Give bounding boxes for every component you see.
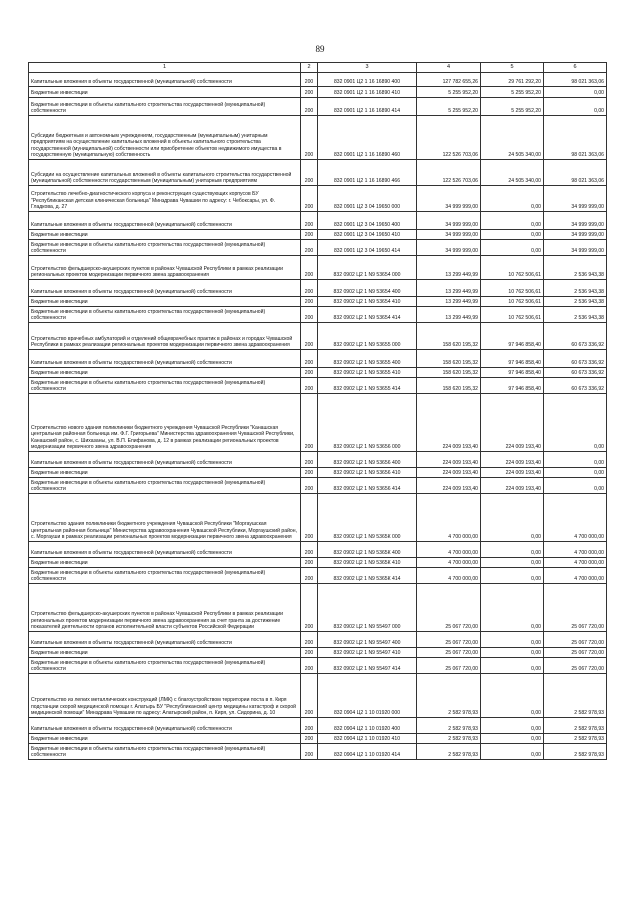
row-code-cell: 200 [301, 658, 318, 674]
row-name-cell: Бюджетные инвестиции в объекты капитального строительства государственной (муниципальной) собственности [29, 98, 301, 116]
row-name-cell: Бюджетные инвестиции в объекты капитального строительства государственной (муниципальной) собственности [29, 658, 301, 674]
row-amount-col4-cell: 4 700 000,00 [417, 558, 481, 568]
row-amount-col4-cell: 158 620 195,32 [417, 368, 481, 378]
row-amount-col6-cell: 2 582 978,93 [544, 718, 607, 734]
row-amount-col5-cell: 0,00 [481, 494, 544, 542]
row-name-cell: Капитальные вложения в объекты государственной (муниципальной) собственности [29, 632, 301, 648]
row-code-cell: 200 [301, 584, 318, 632]
row-amount-col5-cell: 97 946 858,40 [481, 368, 544, 378]
row-name-cell: Строительство фельдшерско-акушерских пунктов в районах Чувашской Республики в рамках реализации региональных проектов модернизации первичного звена здравоохранения за счет гранта за достижение показателей деятельности органов исполнительной власти субъектов Российской Федерации [29, 584, 301, 632]
row-amount-col5-cell: 0,00 [481, 584, 544, 632]
row-amount-col4-cell: 34 999 999,00 [417, 186, 481, 212]
table-row [29, 568, 607, 584]
row-amount-col6-cell: 2 536 943,38 [544, 297, 607, 307]
row-amount-col4-cell: 34 999 999,00 [417, 240, 481, 256]
row-amount-col5-cell: 0,00 [481, 558, 544, 568]
row-classification-cell: 832 0902 Ц2 1 N9 53656 414 [318, 478, 417, 494]
row-amount-col4-cell: 13 299 449,99 [417, 297, 481, 307]
row-code-cell: 200 [301, 230, 318, 240]
table-row [29, 584, 607, 632]
row-amount-col6-cell: 2 536 943,38 [544, 256, 607, 280]
header-cell: 4 [417, 63, 481, 73]
table-row [29, 542, 607, 558]
row-code-cell: 200 [301, 478, 318, 494]
row-amount-col4-cell: 122 526 703,06 [417, 116, 481, 160]
row-amount-col5-cell: 0,00 [481, 744, 544, 760]
row-amount-col6-cell: 0,00 [544, 394, 607, 452]
row-code-cell: 200 [301, 542, 318, 558]
row-amount-col4-cell: 13 299 449,99 [417, 307, 481, 323]
row-amount-col4-cell: 13 299 449,99 [417, 280, 481, 297]
table-row [29, 73, 607, 87]
row-name-cell: Бюджетные инвестиции в объекты капитального строительства государственной (муниципальной) собственности [29, 240, 301, 256]
row-amount-col5-cell: 10 762 506,61 [481, 307, 544, 323]
row-amount-col6-cell: 0,00 [544, 87, 607, 98]
row-amount-col4-cell: 5 255 952,20 [417, 98, 481, 116]
row-amount-col6-cell: 0,00 [544, 452, 607, 468]
row-name-cell: Капитальные вложения в объекты государственной (муниципальной) собственности [29, 212, 301, 230]
row-name-cell: Капитальные вложения в объекты государственной (муниципальной) собственности [29, 542, 301, 558]
row-amount-col6-cell: 60 673 336,92 [544, 323, 607, 350]
row-code-cell: 200 [301, 186, 318, 212]
row-amount-col4-cell: 224 009 193,40 [417, 478, 481, 494]
row-classification-cell: 832 0902 Ц2 1 N9 53654 000 [318, 256, 417, 280]
row-amount-col5-cell: 0,00 [481, 632, 544, 648]
table-row [29, 297, 607, 307]
row-amount-col5-cell: 224 009 193,40 [481, 452, 544, 468]
row-code-cell: 200 [301, 378, 318, 394]
row-code-cell: 200 [301, 744, 318, 760]
row-amount-col5-cell: 29 761 292,20 [481, 73, 544, 87]
row-amount-col5-cell: 0,00 [481, 718, 544, 734]
row-amount-col4-cell: 2 582 978,93 [417, 734, 481, 744]
row-amount-col4-cell: 4 700 000,00 [417, 494, 481, 542]
row-amount-col6-cell: 25 067 720,00 [544, 584, 607, 632]
row-classification-cell: 832 0904 Ц2 1 10 01920 400 [318, 718, 417, 734]
row-code-cell: 200 [301, 280, 318, 297]
row-name-cell: Бюджетные инвестиции [29, 368, 301, 378]
row-name-cell: Бюджетные инвестиции [29, 734, 301, 744]
row-amount-col5-cell: 97 946 858,40 [481, 378, 544, 394]
row-name-cell: Бюджетные инвестиции [29, 230, 301, 240]
row-name-cell: Бюджетные инвестиции [29, 87, 301, 98]
row-amount-col5-cell: 5 255 952,20 [481, 87, 544, 98]
page-number: 89 [315, 44, 325, 54]
row-amount-col5-cell: 0,00 [481, 230, 544, 240]
row-name-cell: Строительство здания поликлиники бюджетного учреждения Чувашской Республики "Моргаушская центральная районная больница" Министерства здравоохранения Чувашской Республики, Моргаушский район, с. Моргауши в рамках реализации региональных проектов модернизации первичного звена здравоохранения [29, 494, 301, 542]
row-classification-cell: 832 0901 Ц2 3 04 19650 000 [318, 186, 417, 212]
row-amount-col6-cell: 34 999 999,00 [544, 230, 607, 240]
row-amount-col6-cell: 2 582 978,93 [544, 674, 607, 718]
table-header-row [29, 63, 607, 73]
row-name-cell: Капитальные вложения в объекты государственной (муниципальной) собственности [29, 718, 301, 734]
row-classification-cell: 832 0902 Ц2 1 N9 55497 000 [318, 584, 417, 632]
row-amount-col6-cell: 25 067 720,00 [544, 648, 607, 658]
row-code-cell: 200 [301, 632, 318, 648]
row-amount-col5-cell: 24 505 340,00 [481, 116, 544, 160]
row-classification-cell: 832 0902 Ц2 1 N9 53656 000 [318, 394, 417, 452]
header-cell: 1 [29, 63, 301, 73]
row-amount-col6-cell: 4 700 000,00 [544, 494, 607, 542]
row-classification-cell: 832 0901 Ц2 3 04 19650 410 [318, 230, 417, 240]
row-code-cell: 200 [301, 674, 318, 718]
row-classification-cell: 832 0902 Ц2 1 N9 55497 400 [318, 632, 417, 648]
table-row [29, 394, 607, 452]
row-amount-col5-cell: 0,00 [481, 212, 544, 230]
row-amount-col6-cell: 60 673 336,92 [544, 378, 607, 394]
row-classification-cell: 832 0902 Ц2 1 N9 55497 414 [318, 658, 417, 674]
row-code-cell: 200 [301, 368, 318, 378]
row-classification-cell: 832 0902 Ц2 1 N9 5365К 410 [318, 558, 417, 568]
row-amount-col6-cell: 4 700 000,00 [544, 568, 607, 584]
row-code-cell: 200 [301, 73, 318, 87]
table-row [29, 734, 607, 744]
table-row [29, 160, 607, 186]
row-amount-col5-cell: 0,00 [481, 658, 544, 674]
row-name-cell: Строительство фельдшерско-акушерских пунктов в районах Чувашской Республики в рамках реализации региональных проектов модернизации первичного звена здравоохранения [29, 256, 301, 280]
table-row [29, 230, 607, 240]
row-amount-col5-cell: 0,00 [481, 186, 544, 212]
row-amount-col6-cell: 4 700 000,00 [544, 558, 607, 568]
table-row [29, 116, 607, 160]
row-code-cell: 200 [301, 240, 318, 256]
row-amount-col6-cell: 34 999 999,00 [544, 186, 607, 212]
row-classification-cell: 832 0901 Ц2 1 16 16890 466 [318, 160, 417, 186]
row-code-cell: 200 [301, 494, 318, 542]
row-amount-col5-cell: 10 762 506,61 [481, 256, 544, 280]
row-amount-col5-cell: 224 009 193,40 [481, 394, 544, 452]
table-row [29, 648, 607, 658]
row-classification-cell: 832 0901 Ц2 1 16 16890 400 [318, 73, 417, 87]
row-amount-col6-cell: 2 582 978,93 [544, 744, 607, 760]
row-name-cell: Капитальные вложения в объекты государственной (муниципальной) собственности [29, 350, 301, 368]
row-amount-col6-cell: 25 067 720,00 [544, 658, 607, 674]
row-amount-col4-cell: 4 700 000,00 [417, 542, 481, 558]
table-row [29, 452, 607, 468]
row-amount-col4-cell: 13 299 449,99 [417, 256, 481, 280]
row-amount-col6-cell: 0,00 [544, 478, 607, 494]
table-row [29, 350, 607, 368]
row-classification-cell: 832 0904 Ц2 1 10 01920 410 [318, 734, 417, 744]
row-name-cell: Строительство нового здания поликлиники бюджетного учреждения Чувашской Республики "Канашская центральная районная больница им. Ф.Г. Григорьева" Министерства здравоохранения Чувашской Республики, Канашский район, с. Шихазаны, ул. В.П. Епифанова, д. 12 в рамках реализации региональных проектов модернизации первичного звена здравоохранения [29, 394, 301, 452]
table-row [29, 718, 607, 734]
table-row [29, 632, 607, 648]
row-classification-cell: 832 0902 Ц2 1 N9 53656 410 [318, 468, 417, 478]
row-amount-col5-cell: 24 505 340,00 [481, 160, 544, 186]
row-classification-cell: 832 0902 Ц2 1 N9 5365К 400 [318, 542, 417, 558]
row-classification-cell: 832 0904 Ц2 1 10 01920 000 [318, 674, 417, 718]
row-amount-col4-cell: 224 009 193,40 [417, 452, 481, 468]
table-row [29, 478, 607, 494]
row-amount-col6-cell: 0,00 [544, 468, 607, 478]
row-amount-col6-cell: 4 700 000,00 [544, 542, 607, 558]
row-amount-col6-cell: 2 536 943,38 [544, 280, 607, 297]
row-amount-col6-cell: 60 673 336,92 [544, 368, 607, 378]
row-amount-col5-cell: 0,00 [481, 674, 544, 718]
row-classification-cell: 832 0901 Ц2 3 04 19650 400 [318, 212, 417, 230]
header-cell: 2 [301, 63, 318, 73]
row-amount-col6-cell: 0,00 [544, 98, 607, 116]
row-code-cell: 200 [301, 87, 318, 98]
row-amount-col6-cell: 34 999 999,00 [544, 212, 607, 230]
row-code-cell: 200 [301, 116, 318, 160]
row-classification-cell: 832 0902 Ц2 1 N9 5365К 000 [318, 494, 417, 542]
row-amount-col6-cell: 60 673 336,92 [544, 350, 607, 368]
table-row [29, 368, 607, 378]
row-amount-col4-cell: 2 582 978,93 [417, 674, 481, 718]
row-code-cell: 200 [301, 718, 318, 734]
table-row [29, 674, 607, 718]
row-amount-col6-cell: 34 999 999,00 [544, 240, 607, 256]
row-amount-col6-cell: 2 582 978,93 [544, 734, 607, 744]
row-amount-col5-cell: 97 946 858,40 [481, 323, 544, 350]
row-code-cell: 200 [301, 558, 318, 568]
row-amount-col4-cell: 25 067 720,00 [417, 584, 481, 632]
table-row [29, 468, 607, 478]
row-amount-col4-cell: 158 620 195,32 [417, 378, 481, 394]
row-amount-col5-cell: 10 762 506,61 [481, 297, 544, 307]
row-code-cell: 200 [301, 350, 318, 368]
row-amount-col5-cell: 5 255 952,20 [481, 98, 544, 116]
row-name-cell: Бюджетные инвестиции [29, 558, 301, 568]
row-classification-cell: 832 0902 Ц2 1 N9 53655 000 [318, 323, 417, 350]
row-name-cell: Бюджетные инвестиции в объекты капитального строительства государственной (муниципальной) собственности [29, 307, 301, 323]
row-name-cell: Субсидии бюджетным и автономным учреждениям, государственным (муниципальным) унитарным предприятиям на осуществление капитальных вложений в объекты капитального строительства государственной (муниципальной) собственности или приобретение объектов недвижимого имущества в государственную (муниципальную) собственность [29, 116, 301, 160]
row-classification-cell: 832 0902 Ц2 1 N9 53654 414 [318, 307, 417, 323]
row-amount-col4-cell: 2 582 978,93 [417, 718, 481, 734]
row-classification-cell: 832 0902 Ц2 1 N9 53654 410 [318, 297, 417, 307]
row-amount-col5-cell: 0,00 [481, 734, 544, 744]
header-cell: 3 [318, 63, 417, 73]
row-amount-col6-cell: 98 021 363,06 [544, 73, 607, 87]
row-amount-col6-cell: 2 536 943,38 [544, 307, 607, 323]
row-classification-cell: 832 0902 Ц2 1 N9 53655 414 [318, 378, 417, 394]
table-row [29, 378, 607, 394]
row-name-cell: Строительство из легких металлических конструкций (ЛМК) с благоустройством территории поста в п. Киря подстанции скорой медицинской помощи г. Алатырь БУ "Республиканский центр медицины катастроф и скорой медицинской помощи" Минздрава Чувашии по адресу: Алатырский район, п. Киря, ул. Сидорина, д. 10 [29, 674, 301, 718]
table-row [29, 307, 607, 323]
table-row [29, 186, 607, 212]
row-amount-col4-cell: 224 009 193,40 [417, 394, 481, 452]
row-code-cell: 200 [301, 468, 318, 478]
row-name-cell: Субсидии на осуществление капитальных вложений в объекты капитального строительства государственной (муниципальной) собственности государственным (муниципальным) унитарным предприятиям [29, 160, 301, 186]
row-amount-col4-cell: 4 700 000,00 [417, 568, 481, 584]
row-amount-col4-cell: 224 009 193,40 [417, 468, 481, 478]
table-row [29, 323, 607, 350]
row-code-cell: 200 [301, 297, 318, 307]
row-code-cell: 200 [301, 568, 318, 584]
row-name-cell: Строительство лечебно-диагностического корпуса и реконструкция существующих корпусов БУ "Республиканская детская клиническая больница" Минздрава Чувашии по адресу: г. Чебоксары, ул. Ф. Гладкова, д. 27 [29, 186, 301, 212]
row-amount-col5-cell: 224 009 193,40 [481, 468, 544, 478]
table-row [29, 240, 607, 256]
table-row [29, 212, 607, 230]
row-code-cell: 200 [301, 98, 318, 116]
row-amount-col4-cell: 25 067 720,00 [417, 648, 481, 658]
row-amount-col5-cell: 0,00 [481, 648, 544, 658]
row-code-cell: 200 [301, 394, 318, 452]
row-code-cell: 200 [301, 212, 318, 230]
row-amount-col4-cell: 34 999 999,00 [417, 212, 481, 230]
row-amount-col4-cell: 158 620 195,32 [417, 323, 481, 350]
row-amount-col6-cell: 98 021 363,06 [544, 160, 607, 186]
row-name-cell: Бюджетные инвестиции в объекты капитального строительства государственной (муниципальной) собственности [29, 478, 301, 494]
row-classification-cell: 832 0901 Ц2 3 04 19650 414 [318, 240, 417, 256]
row-classification-cell: 832 0902 Ц2 1 N9 5365К 414 [318, 568, 417, 584]
row-name-cell: Капитальные вложения в объекты государственной (муниципальной) собственности [29, 73, 301, 87]
row-amount-col5-cell: 97 946 858,40 [481, 350, 544, 368]
row-code-cell: 200 [301, 160, 318, 186]
row-amount-col4-cell: 2 582 978,93 [417, 744, 481, 760]
table-row [29, 256, 607, 280]
row-amount-col4-cell: 122 526 703,06 [417, 160, 481, 186]
row-classification-cell: 832 0901 Ц2 1 16 16890 410 [318, 87, 417, 98]
table-row [29, 87, 607, 98]
row-name-cell: Бюджетные инвестиции [29, 297, 301, 307]
row-amount-col6-cell: 25 067 720,00 [544, 632, 607, 648]
row-name-cell: Бюджетные инвестиции в объекты капитального строительства государственной (муниципальной) собственности [29, 568, 301, 584]
row-name-cell: Бюджетные инвестиции [29, 648, 301, 658]
row-amount-col5-cell: 0,00 [481, 542, 544, 558]
row-name-cell: Капитальные вложения в объекты государственной (муниципальной) собственности [29, 280, 301, 297]
row-classification-cell: 832 0901 Ц2 1 16 16890 460 [318, 116, 417, 160]
table-row [29, 98, 607, 116]
row-classification-cell: 832 0902 Ц2 1 N9 53654 400 [318, 280, 417, 297]
table-row [29, 558, 607, 568]
row-amount-col4-cell: 34 999 999,00 [417, 230, 481, 240]
header-cell: 6 [544, 63, 607, 73]
row-amount-col4-cell: 158 620 195,32 [417, 350, 481, 368]
row-code-cell: 200 [301, 307, 318, 323]
row-amount-col4-cell: 127 782 655,26 [417, 73, 481, 87]
row-classification-cell: 832 0902 Ц2 1 N9 53655 410 [318, 368, 417, 378]
table-row [29, 280, 607, 297]
row-name-cell: Строительство врачебных амбулаторий и отделений общеврачебных практик в районах и городах Чувашской Республики в рамках реализации региональных проектов модернизации первичного звена здравоохранения [29, 323, 301, 350]
row-name-cell: Бюджетные инвестиции в объекты капитального строительства государственной (муниципальной) собственности [29, 744, 301, 760]
row-amount-col5-cell: 10 762 506,61 [481, 280, 544, 297]
row-classification-cell: 832 0901 Ц2 1 16 16890 414 [318, 98, 417, 116]
row-amount-col6-cell: 98 021 363,06 [544, 116, 607, 160]
row-classification-cell: 832 0902 Ц2 1 N9 53655 400 [318, 350, 417, 368]
row-code-cell: 200 [301, 734, 318, 744]
row-classification-cell: 832 0902 Ц2 1 N9 55497 410 [318, 648, 417, 658]
row-classification-cell: 832 0902 Ц2 1 N9 53656 400 [318, 452, 417, 468]
budget-table [28, 62, 607, 760]
table-row [29, 658, 607, 674]
row-code-cell: 200 [301, 648, 318, 658]
row-amount-col5-cell: 224 009 193,40 [481, 478, 544, 494]
table-row [29, 494, 607, 542]
row-code-cell: 200 [301, 323, 318, 350]
row-name-cell: Бюджетные инвестиции [29, 468, 301, 478]
row-amount-col5-cell: 0,00 [481, 240, 544, 256]
row-code-cell: 200 [301, 256, 318, 280]
row-amount-col4-cell: 25 067 720,00 [417, 658, 481, 674]
row-name-cell: Капитальные вложения в объекты государственной (муниципальной) собственности [29, 452, 301, 468]
row-amount-col5-cell: 0,00 [481, 568, 544, 584]
row-name-cell: Бюджетные инвестиции в объекты капитального строительства государственной (муниципальной) собственности [29, 378, 301, 394]
row-amount-col4-cell: 25 067 720,00 [417, 632, 481, 648]
row-code-cell: 200 [301, 452, 318, 468]
row-classification-cell: 832 0904 Ц2 1 10 01920 414 [318, 744, 417, 760]
table-row [29, 744, 607, 760]
header-cell: 5 [481, 63, 544, 73]
row-amount-col4-cell: 5 255 952,20 [417, 87, 481, 98]
